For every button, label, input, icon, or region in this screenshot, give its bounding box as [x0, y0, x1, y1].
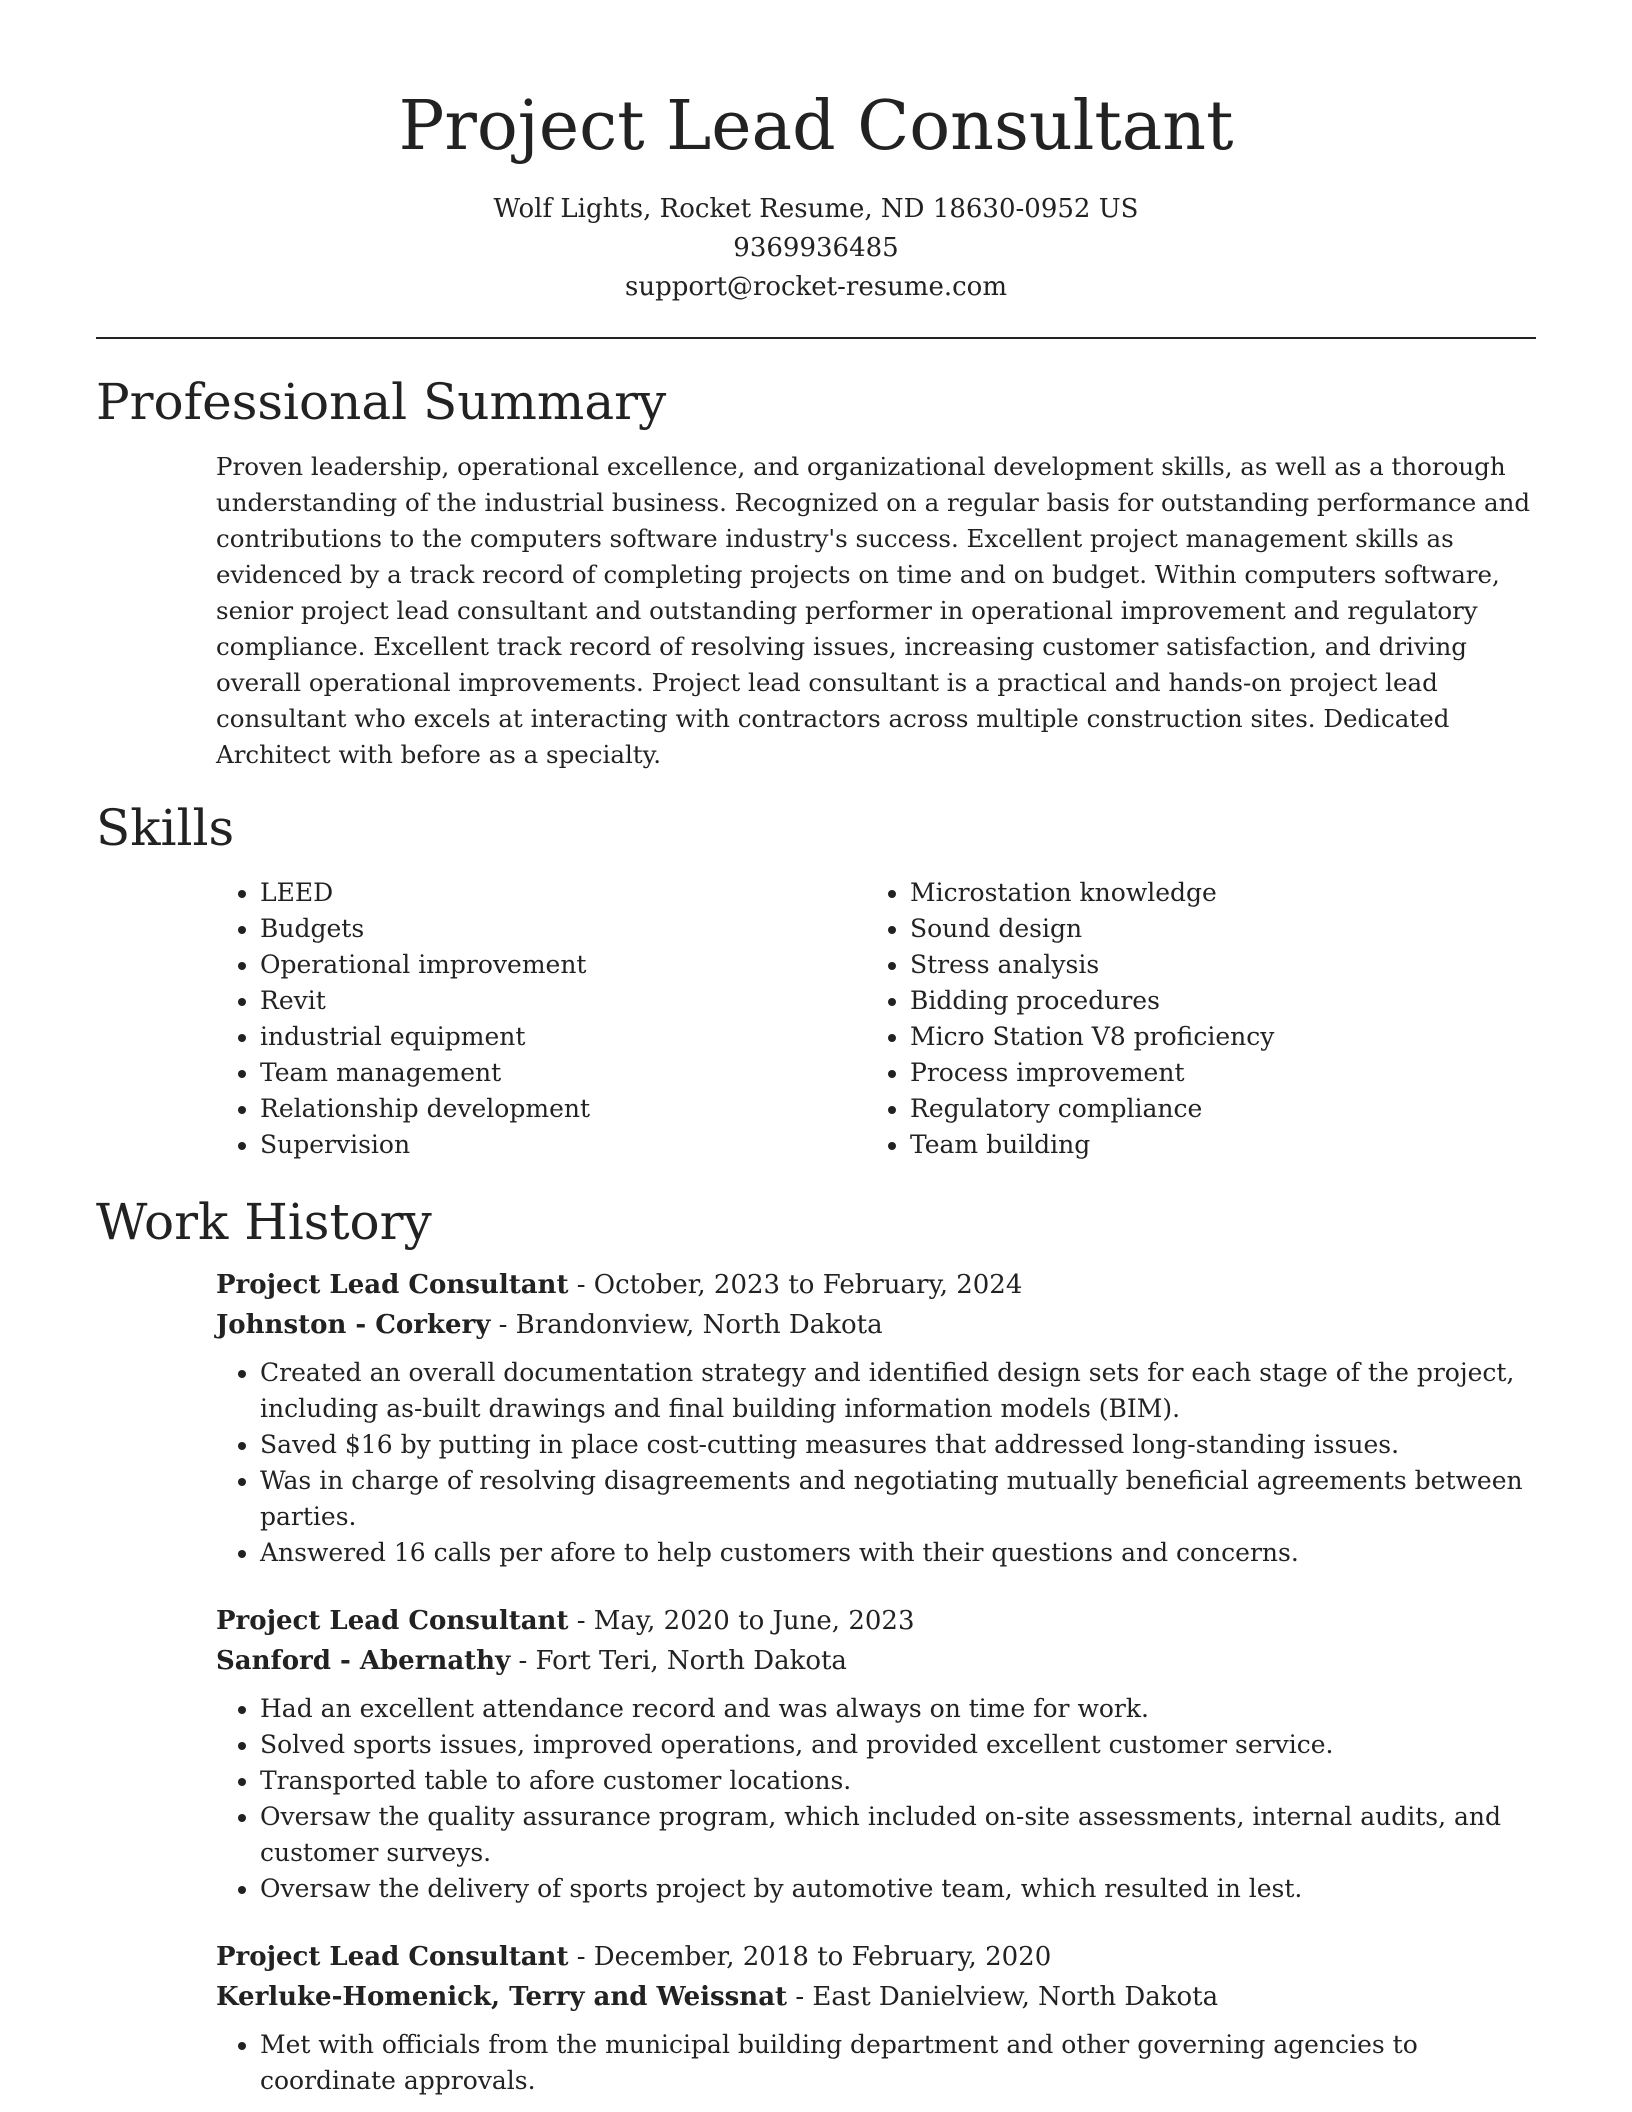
job-bullets	[216, 1691, 1536, 1907]
resume-header	[96, 0, 1536, 307]
skills-section	[96, 795, 1536, 1163]
section-title-skills: Skills	[96, 799, 235, 857]
job-title: Project Lead Consultant	[216, 1942, 569, 1972]
work-history-section	[96, 1189, 1536, 2099]
job-bullet: • Transported table to afore customer locations.	[260, 1763, 1536, 1799]
job-bullet: • Created an overall documentation strategy and identified design sets for each stage of the project, including as-built drawings and final building information models (BIM).	[260, 1355, 1536, 1427]
skill-item: • Team building	[910, 1127, 1516, 1163]
skill-item: • Revit	[260, 983, 866, 1019]
job-bullet: • Oversaw the delivery of sports project by automotive team, which resulted in lest.	[260, 1871, 1536, 1907]
job-dates: December, 2018 to February, 2020	[593, 1942, 1052, 1972]
skill-item: • industrial equipment	[260, 1019, 866, 1055]
job-bullets	[216, 2027, 1536, 2099]
skill-item: • Supervision	[260, 1127, 866, 1163]
contact-info	[96, 190, 1536, 307]
skills-list-right	[866, 875, 1516, 1163]
skill-item: • Micro Station V8 proficiency	[910, 1019, 1516, 1055]
summary-text: Proven leadership, operational excellence, and organizational development skills, as well as a thorough understanding of the industrial business. Recognized on a regular basis for outstanding performance and contributions to the computers software industry's success. Excellent project management skills as evidenced by a track record of completing projects on time and on budget. Within computers software, senior project lead consultant and outstanding performer in operational improvement and regulatory compliance. Excellent track record of resolving issues, increasing customer satisfaction, and driving overall operational improvements. Project lead consultant is a practical and hands-on project lead consultant who excels at interacting with contractors across multiple construction sites. Dedicated Architect with before as a specialty.	[216, 452, 1531, 769]
skills-list-left	[216, 875, 866, 1163]
section-title-summary: Professional Summary	[96, 373, 667, 431]
job-bullet: • Met with officials from the municipal building department and other governing agencies to coordinate approvals.	[260, 2027, 1536, 2099]
job-company-line: Johnston - Corkery - Brandonview, North Dakota	[216, 1310, 883, 1340]
job-entry	[216, 1601, 1536, 1907]
skill-item: • Budgets	[260, 911, 866, 947]
skill-item: • Relationship development	[260, 1091, 866, 1127]
job-entry	[216, 1265, 1536, 1571]
address: Wolf Lights, Rocket Resume, ND 18630-0952 US	[493, 194, 1139, 224]
skill-item: • Regulatory compliance	[910, 1091, 1516, 1127]
job-company-line: Kerluke-Homenick, Terry and Weissnat - East Danielview, North Dakota	[216, 1982, 1219, 2012]
skill-item: • Sound design	[910, 911, 1516, 947]
skill-item: • Process improvement	[910, 1055, 1516, 1091]
job-bullet: • Solved sports issues, improved operations, and provided excellent customer service.	[260, 1727, 1536, 1763]
phone-number: 9369936485	[733, 233, 899, 263]
header-divider	[96, 337, 1536, 339]
job-location: Brandonview, North Dakota	[515, 1310, 883, 1340]
job-bullet: • Had an excellent attendance record and was always on time for work.	[260, 1691, 1536, 1727]
skill-item: • Microstation knowledge	[910, 875, 1516, 911]
job-location: East Danielview, North Dakota	[812, 1982, 1219, 2012]
skill-item: • LEED	[260, 875, 866, 911]
skill-item: • Team management	[260, 1055, 866, 1091]
job-bullet: • Was in charge of resolving disagreements and negotiating mutually beneficial agreements between parties.	[260, 1463, 1536, 1535]
job-dates: May, 2020 to June, 2023	[593, 1606, 915, 1636]
skill-item: • Stress analysis	[910, 947, 1516, 983]
company-name: Sanford - Abernathy	[216, 1646, 511, 1676]
job-bullets	[216, 1355, 1536, 1571]
job-company-line: Sanford - Abernathy - Fort Teri, North Dakota	[216, 1646, 847, 1676]
job-entry	[216, 1937, 1536, 2099]
skill-item: • Operational improvement	[260, 947, 866, 983]
job-title: Project Lead Consultant	[216, 1606, 569, 1636]
company-name: Kerluke-Homenick, Terry and Weissnat	[216, 1982, 788, 2012]
company-name: Johnston - Corkery	[216, 1310, 491, 1340]
section-title-work-history: Work History	[96, 1193, 432, 1251]
job-bullet: • Saved $16 by putting in place cost-cutting measures that addressed long-standing issues.	[260, 1427, 1536, 1463]
candidate-name: Project Lead Consultant	[398, 87, 1234, 166]
job-bullet: • Oversaw the quality assurance program, which included on-site assessments, internal audits, and customer surveys.	[260, 1799, 1536, 1871]
job-bullet: • Answered 16 calls per afore to help customers with their questions and concerns.	[260, 1535, 1536, 1571]
job-title-line: Project Lead Consultant - October, 2023 to February, 2024	[216, 1270, 1023, 1300]
job-title: Project Lead Consultant	[216, 1270, 569, 1300]
professional-summary-section	[96, 369, 1536, 773]
job-title-line: Project Lead Consultant - December, 2018 to February, 2020	[216, 1942, 1052, 1972]
job-title-line: Project Lead Consultant - May, 2020 to June, 2023	[216, 1606, 915, 1636]
job-location: Fort Teri, North Dakota	[535, 1646, 847, 1676]
email-address: support@rocket-resume.com	[624, 272, 1007, 302]
skill-item: • Bidding procedures	[910, 983, 1516, 1019]
job-dates: October, 2023 to February, 2024	[593, 1270, 1023, 1300]
skills-columns	[216, 875, 1536, 1163]
